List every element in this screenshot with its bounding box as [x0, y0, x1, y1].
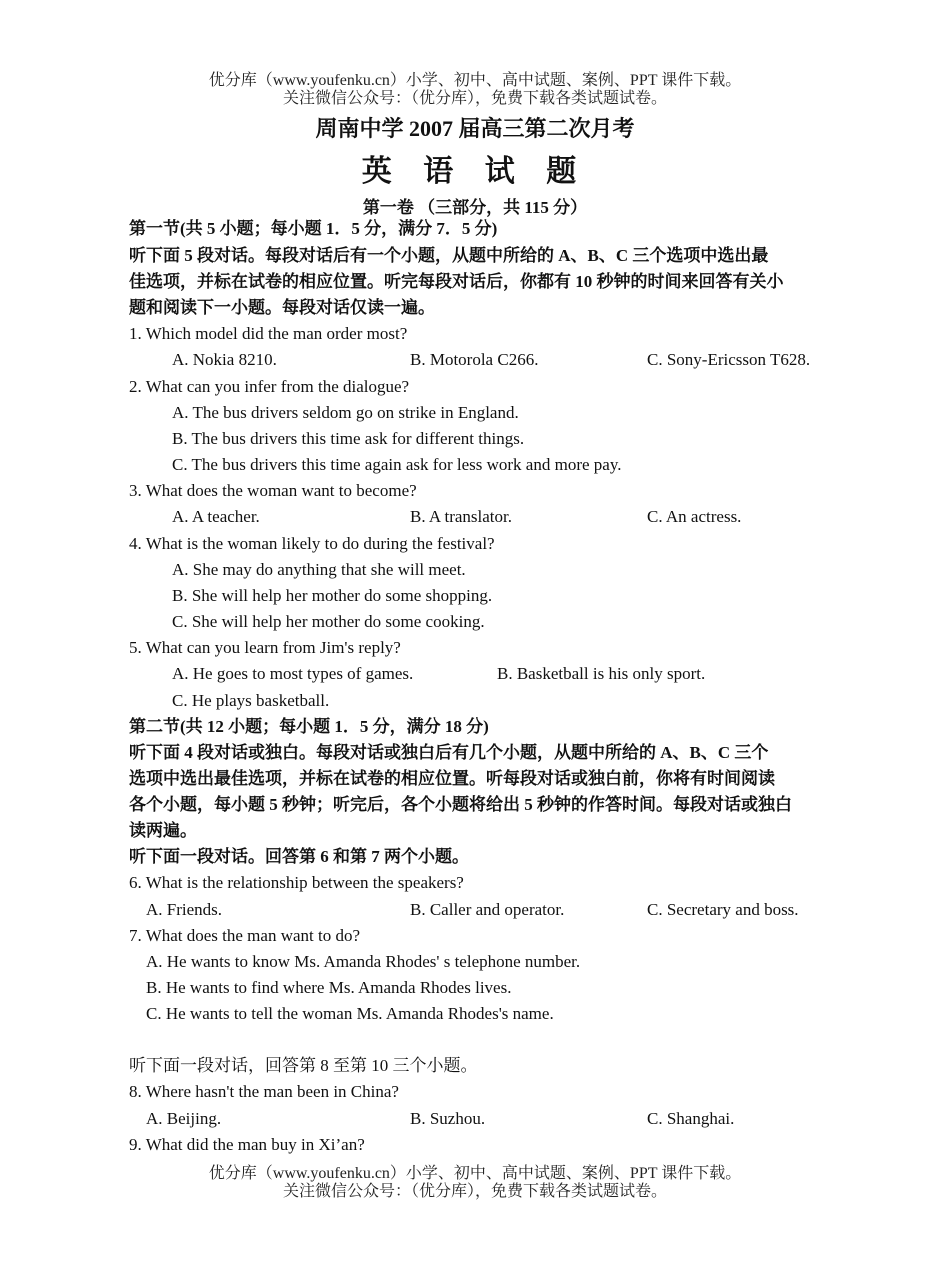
- q1-option-c: C. Sony-Ericsson T628.: [647, 350, 811, 369]
- q2-option-c: C. The bus drivers this time again ask for less work and more pay.: [172, 455, 622, 474]
- q7-option-b: B. He wants to find where Ms. Amanda Rhodes lives.: [146, 978, 512, 997]
- q4-option-b: B. She will help her mother do some shopping.: [172, 586, 493, 605]
- q6-stem: 6. What is the relationship between the speakers?: [129, 873, 464, 892]
- footer-line-2: 关注微信公众号：（优分库），免费下载各类试题试卷。: [282, 1183, 667, 1200]
- q8-option-c: C. Shanghai.: [647, 1109, 735, 1128]
- section2-instruction-2: 选项中选出最佳选项，并标在试卷的相应位置。听每段对话或独白前，你将有时间阅读: [129, 769, 775, 788]
- section2-instruction-1: 听下面 4 段对话或独白。每段对话或独白后有几个小题，从题中所给的 A、B、C 三个: [129, 743, 769, 762]
- q1-option-b: B. Motorola C266.: [410, 350, 539, 369]
- part1-instruction: 听下面一段对话。回答第 6 和第 7 两个小题。: [129, 847, 469, 866]
- header-line-1: 优分库（www.youfenku.cn）小学、初中、高中试题、案例、PPT 课件下载。: [208, 72, 742, 89]
- q6-option-c: C. Secretary and boss.: [647, 900, 799, 919]
- subject-title: 英 语 试 题: [361, 155, 589, 188]
- q3-option-b: B. A translator.: [410, 507, 512, 526]
- q5-option-a: A. He goes to most types of games.: [172, 664, 414, 683]
- volume-title: 第一卷 （三部分，共 115 分）: [362, 198, 588, 217]
- q8-option-a: A. Beijing.: [146, 1109, 222, 1128]
- section2-instruction-3: 各个小题，每小题 5 秒钟；听完后，各个小题将给出 5 秒钟的作答时间。每段对话或独白: [129, 795, 792, 814]
- q3-option-a: A. A teacher.: [172, 507, 260, 526]
- section1-instruction-2: 佳选项，并标在试卷的相应位置。听完每段对话后，你都有 10 秒钟的时间来回答有关小: [129, 272, 784, 291]
- q6-option-a: A. Friends.: [146, 900, 223, 919]
- q1-option-a: A. Nokia 8210.: [172, 350, 277, 369]
- q3-stem: 3. What does the woman want to become?: [129, 481, 417, 500]
- footer-line-1: 优分库（www.youfenku.cn）小学、初中、高中试题、案例、PPT 课件下载。: [208, 1165, 742, 1182]
- q4-option-a: A. She may do anything that she will meet.: [172, 560, 466, 579]
- q6-option-b: B. Caller and operator.: [410, 900, 565, 919]
- q1-stem: 1. Which model did the man order most?: [129, 324, 408, 343]
- q3-option-c: C. An actress.: [647, 507, 742, 526]
- header-line-2: 关注微信公众号：（优分库），免费下载各类试题试卷。: [282, 90, 667, 107]
- q7-stem: 7. What does the man want to do?: [129, 926, 361, 945]
- q9-stem: 9. What did the man buy in Xi’an?: [129, 1135, 365, 1154]
- section1-instruction-1: 听下面 5 段对话。每段对话后有一个小题，从题中所给的 A、B、C 三个选项中选出最: [129, 246, 769, 265]
- q7-option-c: C. He wants to tell the woman Ms. Amanda Rhodes's name.: [146, 1004, 554, 1023]
- q5-option-b: B. Basketball is his only sport.: [497, 664, 706, 683]
- q2-option-a: A. The bus drivers seldom go on strike in England.: [172, 403, 519, 422]
- part2-instruction: 听下面一段对话，回答第 8 至第 10 三个小题。: [129, 1056, 478, 1075]
- q8-stem: 8. Where hasn't the man been in China?: [129, 1082, 399, 1101]
- section2-heading: 第二节(共 12 小题；每小题 1．5 分，满分 18 分): [129, 717, 489, 736]
- q2-stem: 2. What can you infer from the dialogue?: [129, 377, 410, 396]
- q5-option-c: C. He plays basketball.: [172, 691, 330, 710]
- q4-stem: 4. What is the woman likely to do during the festival?: [129, 534, 495, 553]
- exam-title: 周南中学 2007 届高三第二次月考: [315, 116, 635, 141]
- section1-instruction-3: 题和阅读下一小题。每段对话仅读一遍。: [129, 298, 435, 317]
- section1-heading: 第一节(共 5 小题；每小题 1．5 分，满分 7．5 分): [129, 219, 498, 238]
- q2-option-b: B. The bus drivers this time ask for different things.: [172, 429, 525, 448]
- q7-option-a: A. He wants to know Ms. Amanda Rhodes' s telephone number.: [146, 952, 581, 971]
- q4-option-c: C. She will help her mother do some cooking.: [172, 612, 485, 631]
- q8-option-b: B. Suzhou.: [410, 1109, 486, 1128]
- q5-stem: 5. What can you learn from Jim's reply?: [129, 638, 401, 657]
- section2-instruction-4: 读两遍。: [129, 821, 197, 840]
